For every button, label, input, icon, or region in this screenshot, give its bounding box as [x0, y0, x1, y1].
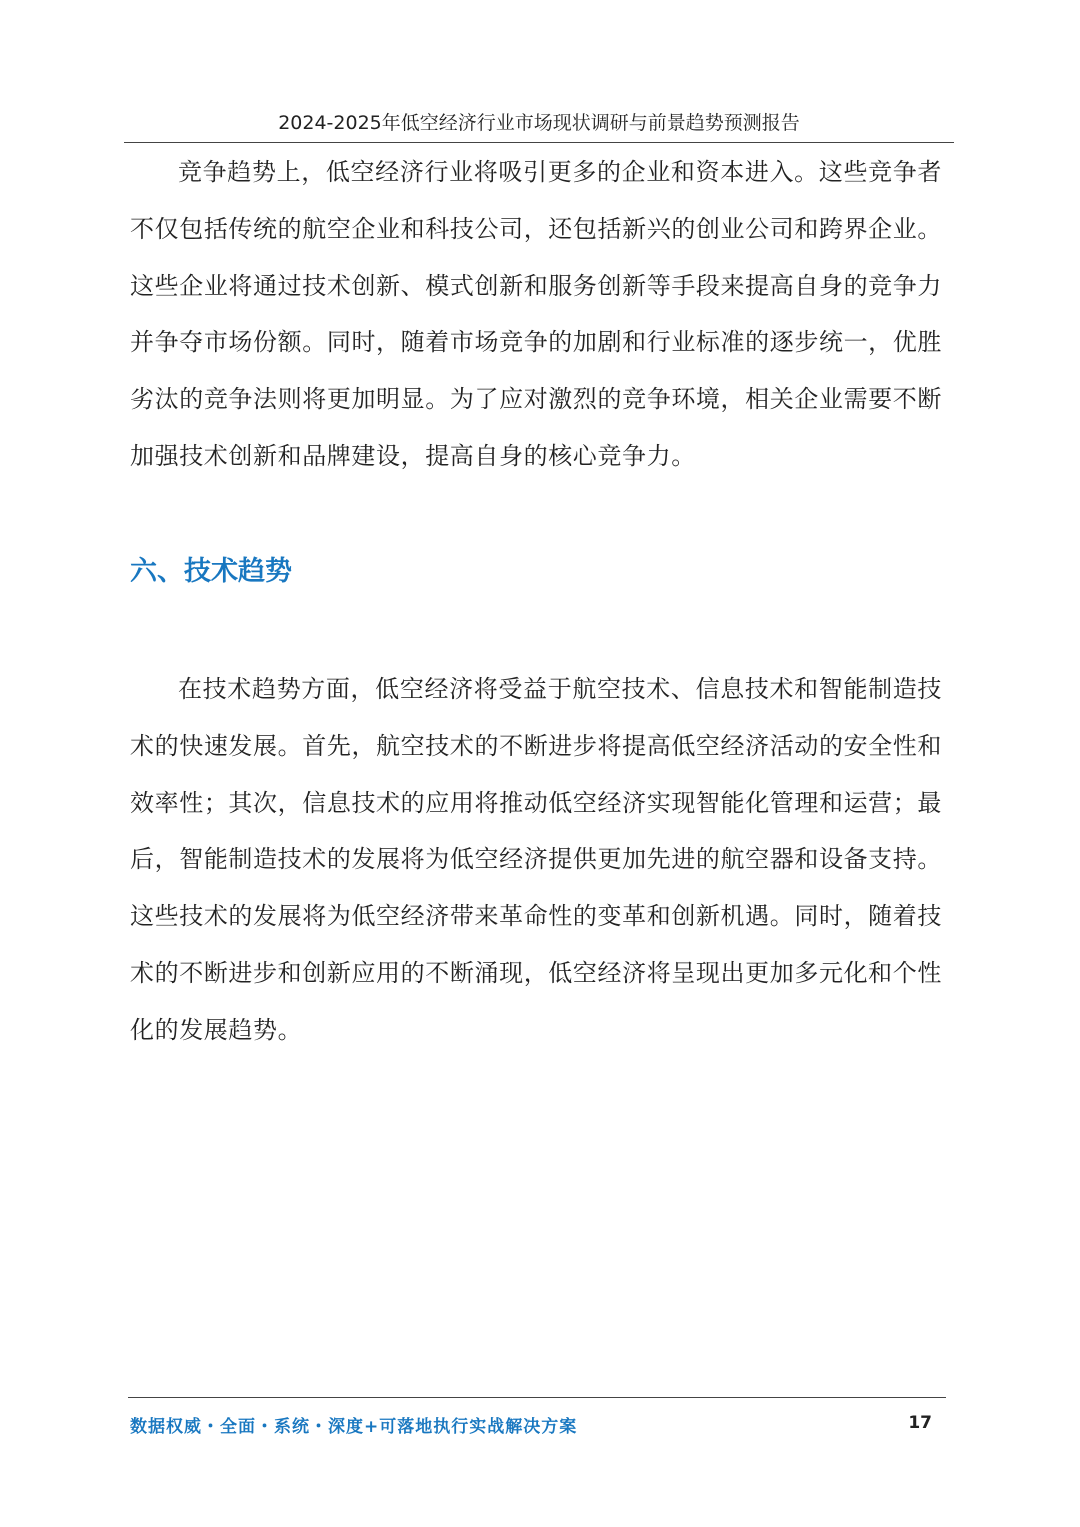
- body-paragraph-technology: 在技术趋势方面，低空经济将受益于航空技术、信息技术和智能制造技术的快速发展。首先，航空技术的不断进步将提高低空经济活动的安全性和效率性；其次，信息技术的应用将推动低空经济实现智能化管理和运营；最后，智能制造技术的发展将为低空经济提供更加先进的航空器和设备支持。这些技术的发展将为低空经济带来革命性的变革和创新机遇。同时，随着技术的不断进步和创新应用的不断涌现，低空经济将呈现出更加多元化和个性化的发展趋势。: [130, 675, 942, 1044]
- page-footer: [128, 1397, 946, 1437]
- page-number: 17: [908, 1413, 932, 1433]
- footer-slogan: 数据权威・全面・系统・深度+可落地执行实战解决方案: [130, 1417, 578, 1437]
- section-heading-technology-trends: 六、技术趋势: [130, 556, 292, 587]
- page-header: [124, 108, 954, 143]
- body-paragraph-competition: 竞争趋势上，低空经济行业将吸引更多的企业和资本进入。这些竞争者不仅包括传统的航空企业和科技公司，还包括新兴的创业公司和跨界企业。这些企业将通过技术创新、模式创新和服务创新等手段来提高自身的竞争力并争夺市场份额。同时，随着市场竞争的加剧和行业标准的逐步统一，优胜劣汰的竞争法则将更加明显。为了应对激烈的竞争环境，相关企业需要不断加强技术创新和品牌建设，提高自身的核心竞争力。: [130, 158, 942, 470]
- report-title: 2024-2025年低空经济行业市场现状调研与前景趋势预测报告: [278, 112, 800, 134]
